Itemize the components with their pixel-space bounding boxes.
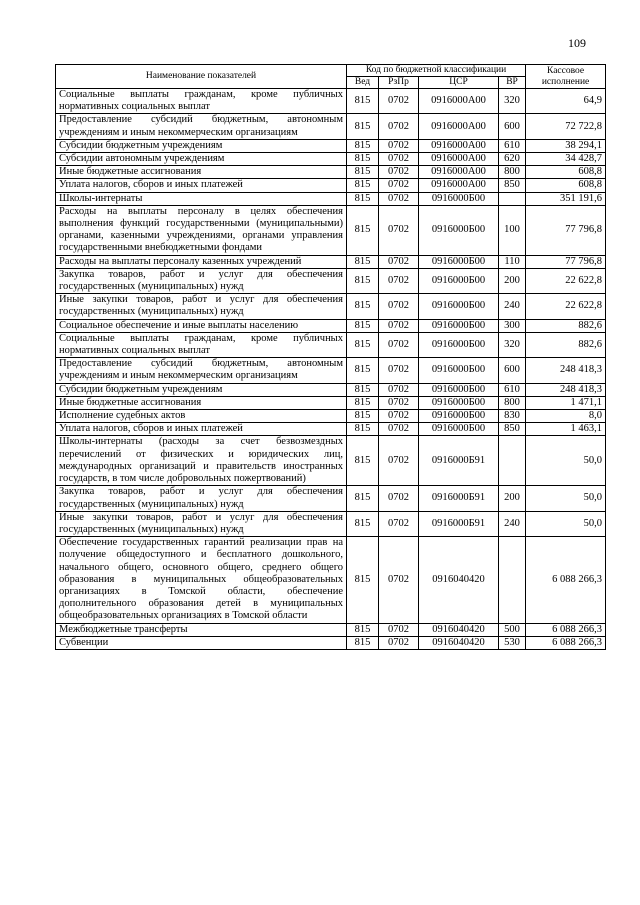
row-ved: 815 — [347, 423, 379, 436]
header-name: Наименование показателей — [56, 65, 347, 89]
table-row — [56, 89, 606, 114]
row-amount: 248 418,3 — [526, 358, 606, 383]
row-ved: 815 — [347, 383, 379, 396]
row-amount: 38 294,1 — [526, 139, 606, 152]
row-amount: 1 463,1 — [526, 423, 606, 436]
row-csr: 0916000Б00 — [419, 332, 499, 357]
row-rzpr: 0702 — [379, 268, 419, 293]
header-rzpr: РзПр — [379, 77, 419, 89]
row-vr: 240 — [499, 511, 526, 536]
row-rzpr: 0702 — [379, 153, 419, 166]
row-name: Уплата налогов, сборов и иных платежей — [56, 179, 347, 192]
row-vr: 850 — [499, 179, 526, 192]
table-body — [56, 89, 606, 650]
row-amount: 608,8 — [526, 166, 606, 179]
row-ved: 815 — [347, 410, 379, 423]
row-name: Предоставление субсидий бюджетным, автономным учреждениям и иным некоммерческим организациям — [56, 358, 347, 383]
header-amount: Кассовое исполнение — [526, 65, 606, 89]
table-row — [56, 486, 606, 511]
row-amount: 351 191,6 — [526, 192, 606, 205]
row-ved: 815 — [347, 166, 379, 179]
row-amount: 50,0 — [526, 436, 606, 486]
row-csr: 0916000Б00 — [419, 410, 499, 423]
row-name: Субсидии автономным учреждениям — [56, 153, 347, 166]
table-row — [56, 166, 606, 179]
row-name: Уплата налогов, сборов и иных платежей — [56, 423, 347, 436]
budget-execution-table — [55, 64, 606, 650]
row-ved: 815 — [347, 537, 379, 623]
row-rzpr: 0702 — [379, 319, 419, 332]
table-row — [56, 511, 606, 536]
row-name: Социальные выплаты гражданам, кроме публичных нормативных социальных выплат — [56, 89, 347, 114]
header-ved: Вед — [347, 77, 379, 89]
row-vr: 320 — [499, 332, 526, 357]
row-name: Обеспечение государственных гарантий реализации прав на получение общедоступного и бесплатного дошкольного, начального общего, основного общего, среднего общего образования в муниципальных общеобразовательных организациях в Томской области, обеспечение дополнительного образования детей в муниципальных общеобразовательных организациях в Томской области — [56, 537, 347, 623]
row-rzpr: 0702 — [379, 537, 419, 623]
row-rzpr: 0702 — [379, 255, 419, 268]
row-amount: 72 722,8 — [526, 114, 606, 139]
row-ved: 815 — [347, 139, 379, 152]
table-row — [56, 396, 606, 409]
row-csr: 0916000А00 — [419, 179, 499, 192]
row-name: Иные бюджетные ассигнования — [56, 396, 347, 409]
row-name: Расходы на выплаты персоналу казенных учреждений — [56, 255, 347, 268]
table-row — [56, 423, 606, 436]
row-csr: 0916000А00 — [419, 153, 499, 166]
row-amount: 8,0 — [526, 410, 606, 423]
row-ved: 815 — [347, 205, 379, 255]
row-csr: 0916000А00 — [419, 166, 499, 179]
row-ved: 815 — [347, 511, 379, 536]
header-code-group: Код по бюджетной классификации — [347, 65, 526, 77]
row-ved: 815 — [347, 358, 379, 383]
row-amount: 608,8 — [526, 179, 606, 192]
row-vr: 240 — [499, 294, 526, 319]
row-ved: 815 — [347, 396, 379, 409]
table-row — [56, 436, 606, 486]
row-name: Исполнение судебных актов — [56, 410, 347, 423]
table-row — [56, 255, 606, 268]
row-amount: 77 796,8 — [526, 205, 606, 255]
row-name: Субсидии бюджетным учреждениям — [56, 383, 347, 396]
row-rzpr: 0702 — [379, 396, 419, 409]
row-csr: 0916040420 — [419, 636, 499, 649]
row-rzpr: 0702 — [379, 436, 419, 486]
table-row — [56, 179, 606, 192]
row-rzpr: 0702 — [379, 358, 419, 383]
row-vr — [499, 192, 526, 205]
row-ved: 815 — [347, 179, 379, 192]
row-csr: 0916000Б00 — [419, 358, 499, 383]
row-rzpr: 0702 — [379, 383, 419, 396]
table-row — [56, 319, 606, 332]
row-vr: 200 — [499, 268, 526, 293]
row-amount: 6 088 266,3 — [526, 537, 606, 623]
table-row — [56, 139, 606, 152]
row-ved: 815 — [347, 192, 379, 205]
row-name: Субсидии бюджетным учреждениям — [56, 139, 347, 152]
table-row — [56, 636, 606, 649]
row-amount: 34 428,7 — [526, 153, 606, 166]
row-csr: 0916000Б00 — [419, 294, 499, 319]
row-csr: 0916000Б00 — [419, 396, 499, 409]
row-vr: 200 — [499, 486, 526, 511]
row-amount: 248 418,3 — [526, 383, 606, 396]
row-name: Иные закупки товаров, работ и услуг для обеспечения государственных (муниципальных) нужд — [56, 294, 347, 319]
row-ved: 815 — [347, 153, 379, 166]
row-csr: 0916000А00 — [419, 114, 499, 139]
row-ved: 815 — [347, 268, 379, 293]
row-csr: 0916000А00 — [419, 139, 499, 152]
row-rzpr: 0702 — [379, 332, 419, 357]
row-ved: 815 — [347, 255, 379, 268]
row-csr: 0916000Б00 — [419, 383, 499, 396]
row-rzpr: 0702 — [379, 636, 419, 649]
row-name: Закупка товаров, работ и услуг для обеспечения государственных (муниципальных) нужд — [56, 268, 347, 293]
row-rzpr: 0702 — [379, 205, 419, 255]
row-name: Социальное обеспечение и иные выплаты населению — [56, 319, 347, 332]
row-rzpr: 0702 — [379, 114, 419, 139]
row-csr: 0916000Б91 — [419, 486, 499, 511]
row-csr: 0916000Б00 — [419, 255, 499, 268]
row-vr: 800 — [499, 166, 526, 179]
row-csr: 0916000А00 — [419, 89, 499, 114]
row-vr: 800 — [499, 396, 526, 409]
row-rzpr: 0702 — [379, 179, 419, 192]
row-rzpr: 0702 — [379, 511, 419, 536]
row-amount: 882,6 — [526, 319, 606, 332]
table-row — [56, 410, 606, 423]
table-row — [56, 114, 606, 139]
row-csr: 0916040420 — [419, 623, 499, 636]
row-ved: 815 — [347, 436, 379, 486]
row-vr: 610 — [499, 383, 526, 396]
table-row — [56, 153, 606, 166]
row-name: Предоставление субсидий бюджетным, автономным учреждениям и иным некоммерческим организациям — [56, 114, 347, 139]
row-csr: 0916000Б91 — [419, 511, 499, 536]
row-name: Школы-интернаты — [56, 192, 347, 205]
table-row — [56, 358, 606, 383]
header-vr: ВР — [499, 77, 526, 89]
row-ved: 815 — [347, 319, 379, 332]
row-name: Школы-интернаты (расходы за счет безвозмездных перечислений от физических и юридических лиц, международных организаций и правительств иностранных государств, в том числе добровольных пожертвований) — [56, 436, 347, 486]
row-csr: 0916000Б91 — [419, 436, 499, 486]
row-vr: 850 — [499, 423, 526, 436]
row-amount: 22 622,8 — [526, 294, 606, 319]
table-row — [56, 294, 606, 319]
table-row — [56, 268, 606, 293]
row-rzpr: 0702 — [379, 89, 419, 114]
table-row — [56, 192, 606, 205]
table-row — [56, 623, 606, 636]
row-amount: 22 622,8 — [526, 268, 606, 293]
table-row — [56, 383, 606, 396]
row-vr: 620 — [499, 153, 526, 166]
row-name: Межбюджетные трансферты — [56, 623, 347, 636]
row-vr: 300 — [499, 319, 526, 332]
row-amount: 6 088 266,3 — [526, 636, 606, 649]
row-amount: 1 471,1 — [526, 396, 606, 409]
header-csr: ЦСР — [419, 77, 499, 89]
row-ved: 815 — [347, 294, 379, 319]
row-name: Субвенции — [56, 636, 347, 649]
row-csr: 0916000Б00 — [419, 192, 499, 205]
row-ved: 815 — [347, 486, 379, 511]
row-rzpr: 0702 — [379, 423, 419, 436]
row-rzpr: 0702 — [379, 166, 419, 179]
row-name: Иные закупки товаров, работ и услуг для обеспечения государственных (муниципальных) нужд — [56, 511, 347, 536]
row-vr — [499, 537, 526, 623]
row-rzpr: 0702 — [379, 486, 419, 511]
row-ved: 815 — [347, 89, 379, 114]
row-amount: 64,9 — [526, 89, 606, 114]
row-csr: 0916000Б00 — [419, 319, 499, 332]
row-name: Расходы на выплаты персоналу в целях обеспечения выполнения функций государственными (муниципальными) органами, казенными учреждениями, органами управления государственными внебюджетными фондами — [56, 205, 347, 255]
row-vr: 600 — [499, 114, 526, 139]
row-csr: 0916040420 — [419, 537, 499, 623]
row-vr: 320 — [499, 89, 526, 114]
row-csr: 0916000Б00 — [419, 268, 499, 293]
row-name: Закупка товаров, работ и услуг для обеспечения государственных (муниципальных) нужд — [56, 486, 347, 511]
row-vr: 530 — [499, 636, 526, 649]
row-name: Социальные выплаты гражданам, кроме публичных нормативных социальных выплат — [56, 332, 347, 357]
table-row — [56, 332, 606, 357]
row-ved: 815 — [347, 114, 379, 139]
row-vr: 110 — [499, 255, 526, 268]
row-vr: 600 — [499, 358, 526, 383]
row-rzpr: 0702 — [379, 192, 419, 205]
row-amount: 77 796,8 — [526, 255, 606, 268]
row-vr: 610 — [499, 139, 526, 152]
row-ved: 815 — [347, 623, 379, 636]
row-amount: 882,6 — [526, 332, 606, 357]
row-rzpr: 0702 — [379, 623, 419, 636]
row-csr: 0916000Б00 — [419, 423, 499, 436]
row-amount: 50,0 — [526, 486, 606, 511]
row-vr: 830 — [499, 410, 526, 423]
row-vr: 100 — [499, 205, 526, 255]
row-rzpr: 0702 — [379, 410, 419, 423]
row-amount: 50,0 — [526, 511, 606, 536]
table-row — [56, 205, 606, 255]
row-csr: 0916000Б00 — [419, 205, 499, 255]
row-ved: 815 — [347, 332, 379, 357]
row-rzpr: 0702 — [379, 294, 419, 319]
row-vr — [499, 436, 526, 486]
table-row — [56, 537, 606, 623]
row-vr: 500 — [499, 623, 526, 636]
page-number: 109 — [568, 36, 586, 50]
row-amount: 6 088 266,3 — [526, 623, 606, 636]
row-ved: 815 — [347, 636, 379, 649]
row-rzpr: 0702 — [379, 139, 419, 152]
row-name: Иные бюджетные ассигнования — [56, 166, 347, 179]
